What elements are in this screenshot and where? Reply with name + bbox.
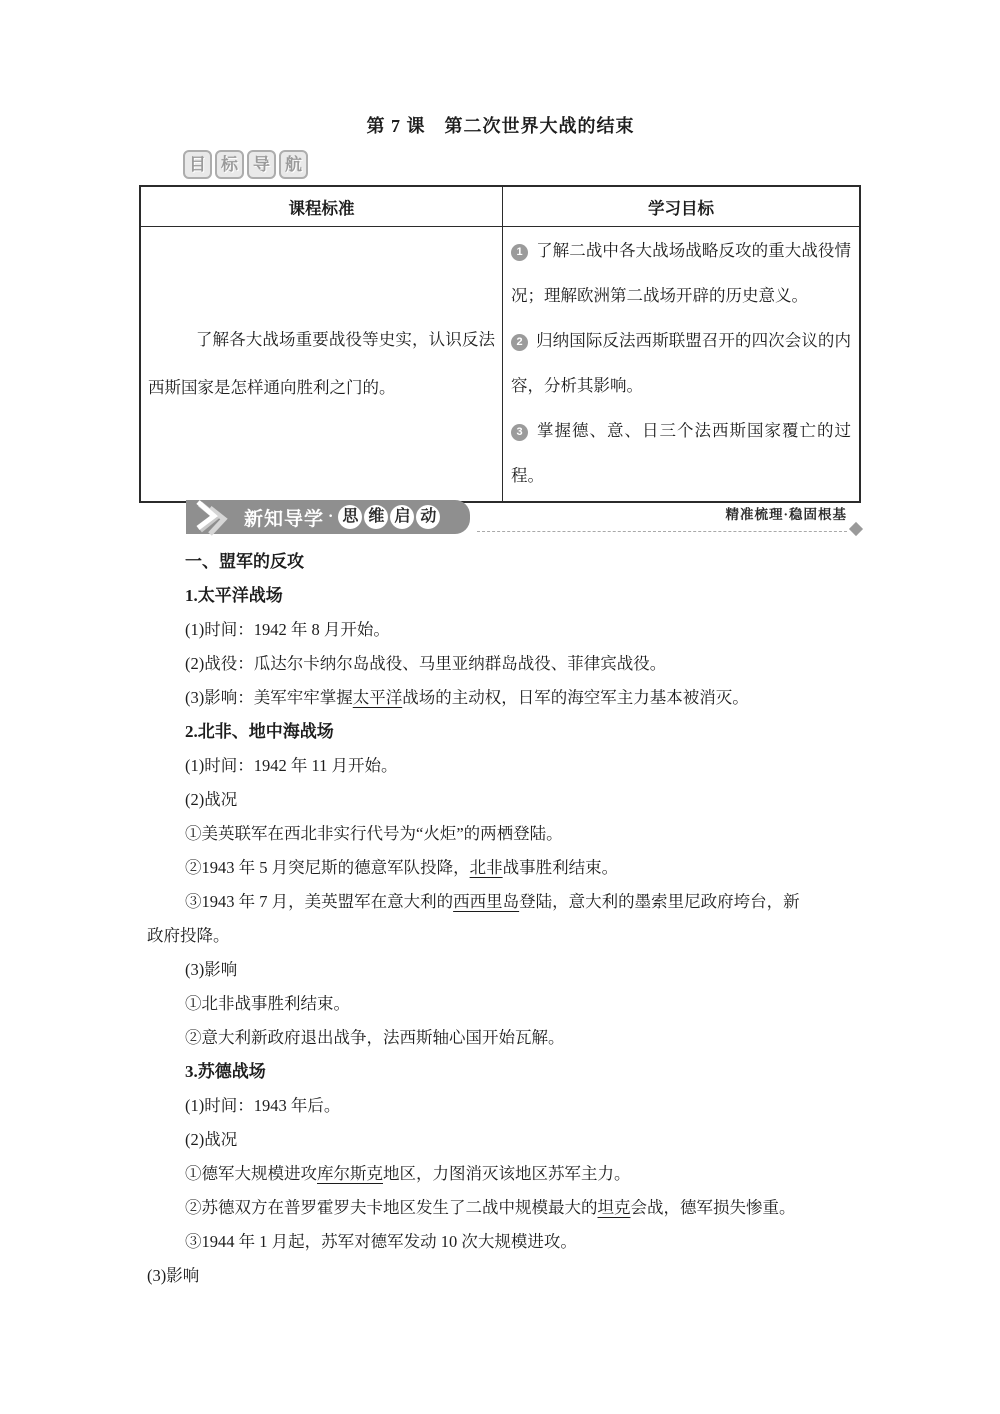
body-line	[147, 545, 861, 579]
text-segment: (3)影响：美军牢牢掌握	[185, 688, 353, 707]
body-line	[147, 647, 861, 681]
underlined-term: 西西里岛	[453, 892, 520, 911]
body-line	[147, 1157, 861, 1191]
header-curriculum-standard: 课程标准	[140, 186, 503, 227]
circled-number-icon: 3	[511, 424, 528, 441]
goal-nav-badge	[183, 150, 308, 179]
text-segment: 1.	[185, 586, 198, 605]
lesson-outline	[147, 545, 861, 1293]
table-header-row	[140, 186, 860, 227]
dashed-divider	[477, 531, 847, 532]
underlined-term: 坦克	[597, 1198, 631, 1217]
text-segment: (2)战役：瓜达尔卡纳尔岛战役、马里亚纳群岛战役、菲律宾战役。	[185, 654, 667, 673]
text-segment: 太平洋战场	[197, 586, 283, 605]
body-line	[147, 919, 861, 953]
banner-circle-char: 动	[416, 505, 440, 529]
body-line	[147, 817, 861, 851]
section-banner	[139, 500, 861, 540]
text-segment: ②1943 年 5 月突尼斯的德意军队投降，	[185, 858, 470, 877]
circled-number-icon: 1	[511, 244, 528, 261]
body-line	[147, 579, 861, 613]
text-segment: 政府投降。	[147, 926, 230, 945]
banner-title: 新知导学	[244, 508, 325, 530]
text-segment: ①德军大规模进攻	[185, 1164, 317, 1183]
body-line	[147, 715, 861, 749]
body-line	[147, 681, 861, 715]
body-line	[147, 851, 861, 885]
banner-tagline: 精准梳理·稳固根基	[725, 507, 847, 522]
body-line	[147, 749, 861, 783]
objective-item	[511, 229, 851, 319]
badge-tile: 航	[279, 150, 308, 179]
text-segment: 苏德战场	[197, 1062, 266, 1081]
underlined-term: 库尔斯克	[317, 1164, 383, 1183]
text-segment: ②意大利新政府退出战争，法西斯轴心国开始瓦解。	[185, 1028, 565, 1047]
body-line	[147, 1191, 861, 1225]
standard-text: 了解各大战场重要战役等史实，认识反法西斯国家是怎样通向胜利之门的。	[148, 331, 495, 397]
text-segment: 登陆，意大利的墨索里尼政府垮台，新	[519, 892, 800, 911]
text-segment: 一、盟军的反攻	[185, 552, 304, 571]
text-segment: ①美英联军在西北非实行代号为“火炬”的两栖登陆。	[185, 824, 563, 843]
text-segment: 战场的主动权，日军的海空军主力基本被消灭。	[402, 688, 749, 707]
standard-cell	[140, 227, 503, 503]
body-line	[147, 1225, 861, 1259]
body-line	[147, 1123, 861, 1157]
body-line	[147, 885, 861, 919]
banner-circle-char: 维	[364, 505, 388, 529]
diamond-icon	[849, 522, 863, 536]
text-segment: (1)时间：1943 年后。	[185, 1096, 341, 1115]
body-line	[147, 953, 861, 987]
text-segment: (1)时间：1942 年 8 月开始。	[185, 620, 390, 639]
text-segment: (1)时间：1942 年 11 月开始。	[185, 756, 398, 775]
text-segment: ②苏德双方在普罗霍罗夫卡地区发生了二战中规模最大的	[185, 1198, 598, 1217]
banner-separator-dot: ·	[328, 508, 334, 525]
content-area	[139, 0, 862, 1414]
text-segment: 地区，力图消灭该地区苏军主力。	[383, 1164, 631, 1183]
text-segment: (3)影响	[147, 1266, 200, 1285]
badge-tile: 导	[247, 150, 276, 179]
table-body-row	[140, 227, 860, 503]
objective-text: 了解二战中各大战场战略反攻的重大战役情况；理解欧洲第二战场开辟的历史意义。	[511, 242, 851, 305]
text-segment: (3)影响	[185, 960, 238, 979]
text-segment: 北非、地中海战场	[197, 722, 334, 741]
body-line	[147, 783, 861, 817]
objective-cell	[503, 227, 861, 503]
body-line	[147, 1089, 861, 1123]
body-line	[147, 987, 861, 1021]
text-segment: (2)战况	[185, 790, 238, 809]
text-segment: 战事胜利结束。	[502, 858, 619, 877]
banner-circle-char: 思	[338, 505, 362, 529]
badge-tile: 目	[183, 150, 212, 179]
objective-text: 掌握德、意、日三个法西斯国家覆亡的过程。	[511, 422, 851, 485]
text-segment: ③1944 年 1 月起，苏军对德军发动 10 次大规模进攻。	[185, 1232, 577, 1251]
double-chevron-right-icon	[186, 500, 234, 534]
banner-circle-char: 启	[390, 505, 414, 529]
text-segment: 2.	[185, 722, 198, 741]
body-line	[147, 1055, 861, 1089]
underlined-term: 太平洋	[352, 688, 403, 707]
header-learning-objective: 学习目标	[503, 186, 861, 227]
circled-number-icon: 2	[511, 334, 528, 351]
text-segment: 会战，德军损失惨重。	[630, 1198, 796, 1217]
objective-text: 归纳国际反法西斯联盟召开的四次会议的内容，分析其影响。	[511, 332, 851, 395]
badge-tile: 标	[215, 150, 244, 179]
underlined-term: 北非	[469, 858, 503, 877]
body-line	[147, 1021, 861, 1055]
body-line	[147, 613, 861, 647]
objective-item	[511, 409, 851, 499]
text-segment: ③1943 年 7 月，美英盟军在意大利的	[185, 892, 454, 911]
page-title: 第 7 课 第二次世界大战的结束	[366, 116, 635, 136]
body-line	[147, 1259, 861, 1293]
banner-pill	[234, 500, 470, 534]
text-segment: ①北非战事胜利结束。	[185, 994, 350, 1013]
curriculum-table	[139, 185, 861, 503]
text-segment: (2)战况	[185, 1130, 238, 1149]
objective-item	[511, 319, 851, 409]
text-segment: 3.	[185, 1062, 198, 1081]
